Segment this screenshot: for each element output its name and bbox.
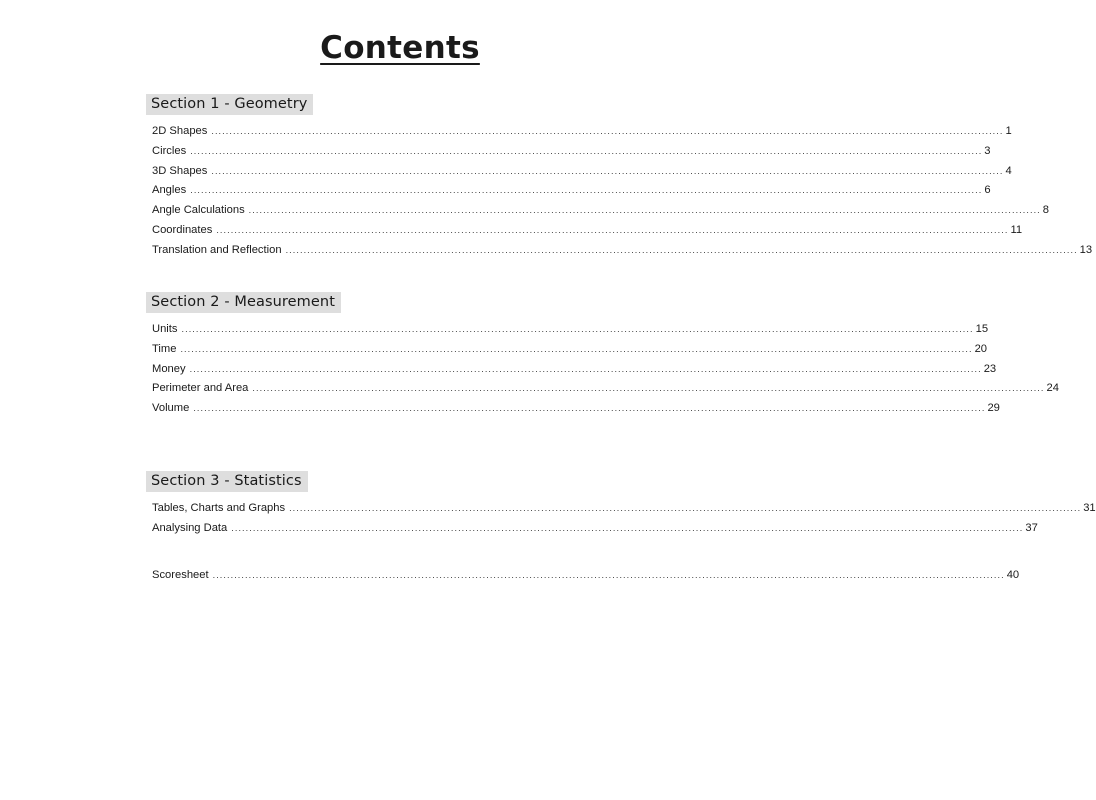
toc-entry-page: 3 — [984, 144, 991, 157]
toc-entry-label: Translation and Reflection — [152, 243, 282, 256]
dot-leader: ............................................................................................................................................................................................................................ — [189, 363, 982, 374]
toc-entry-page: 1 — [1005, 125, 1012, 137]
section-measurement — [146, 292, 1059, 419]
toc-entry[interactable] — [152, 181, 991, 201]
section-statistics — [146, 471, 1096, 539]
toc-entry-label: Volume — [152, 402, 190, 415]
toc-entry-page: 4 — [1005, 164, 1012, 177]
dot-leader: ............................................................................................................................................................................................................................ — [252, 383, 1045, 394]
toc-entry[interactable] — [152, 221, 1023, 241]
toc-entry-page: 37 — [1025, 521, 1038, 534]
dot-leader: ............................................................................................................................................................................................................................ — [193, 403, 986, 414]
toc-entry-label: Circles — [152, 144, 187, 157]
toc-entry-label: Tables, Charts and Graphs — [152, 502, 286, 514]
dot-leader: ............................................................................................................................................................................................................................ — [181, 324, 974, 334]
toc-entry-page: 20 — [974, 342, 988, 355]
section-heading: Section 3 - Statistics — [146, 471, 308, 492]
toc-entry[interactable] — [152, 122, 1012, 142]
toc-entry-label: Time — [152, 342, 177, 355]
toc-entry-page: 6 — [984, 184, 991, 197]
dot-leader: ............................................................................................................................................................................................................................ — [248, 205, 1041, 216]
dot-leader: ............................................................................................................................................................................................................................ — [231, 522, 1024, 533]
toc-entry[interactable] — [152, 360, 997, 380]
scoresheet-block — [146, 566, 1020, 586]
toc-entry-page: 24 — [1046, 382, 1059, 395]
toc-entry[interactable] — [152, 379, 1059, 399]
dot-leader: ............................................................................................................................................................................................................................ — [212, 570, 1005, 580]
toc-entry-label: Scoresheet — [152, 569, 209, 581]
dot-leader: ............................................................................................................................................................................................................................ — [180, 343, 973, 354]
toc-entry[interactable] — [152, 142, 991, 162]
toc-entry[interactable] — [152, 162, 1012, 182]
toc-entry-page: 15 — [975, 323, 989, 335]
dot-leader: ............................................................................................................................................................................................................................ — [190, 185, 983, 196]
toc-entry[interactable] — [152, 320, 989, 340]
dot-leader: ............................................................................................................................................................................................................................ — [216, 224, 1009, 235]
toc-entry-label: Angles — [152, 184, 187, 197]
toc-entry-scoresheet[interactable] — [152, 566, 1020, 586]
toc-entry-page: 8 — [1042, 204, 1050, 217]
toc-entry-page: 29 — [987, 402, 1000, 415]
toc-entry-label: Angle Calculations — [152, 204, 245, 217]
toc-entry[interactable] — [152, 201, 1050, 221]
toc-entry-label: 3D Shapes — [152, 164, 208, 177]
toc-entry[interactable] — [152, 340, 988, 360]
dot-leader: ............................................................................................................................................................................................................................ — [211, 126, 1004, 136]
toc-entry[interactable] — [152, 241, 1093, 261]
toc-entry[interactable] — [152, 399, 1000, 419]
page-title-text: Contents — [320, 30, 480, 66]
section-heading: Section 2 - Measurement — [146, 292, 341, 313]
toc-entry-page: 31 — [1083, 502, 1096, 514]
dot-leader: ............................................................................................................................................................................................................................ — [211, 165, 1004, 176]
toc-entry[interactable] — [152, 519, 1038, 539]
section-geometry — [146, 94, 1093, 261]
toc-entry-label: Money — [152, 362, 186, 375]
toc-entry-page: 11 — [1010, 223, 1023, 236]
page-title — [0, 30, 800, 66]
toc-entry-page: 23 — [983, 362, 997, 375]
toc-entry-page: 40 — [1006, 569, 1020, 581]
toc-entry-label: Units — [152, 323, 178, 335]
toc-entry-label: Analysing Data — [152, 521, 228, 534]
dot-leader: ............................................................................................................................................................................................................................ — [289, 503, 1082, 513]
dot-leader: ............................................................................................................................................................................................................................ — [190, 145, 983, 156]
toc-entry-label: Coordinates — [152, 223, 213, 236]
section-heading: Section 1 - Geometry — [146, 94, 313, 115]
toc-entry-page: 13 — [1079, 243, 1093, 256]
toc-entry-label: Perimeter and Area — [152, 382, 249, 395]
toc-entry[interactable] — [152, 499, 1096, 519]
dot-leader: ............................................................................................................................................................................................................................ — [285, 244, 1078, 255]
toc-entry-label: 2D Shapes — [152, 125, 208, 137]
